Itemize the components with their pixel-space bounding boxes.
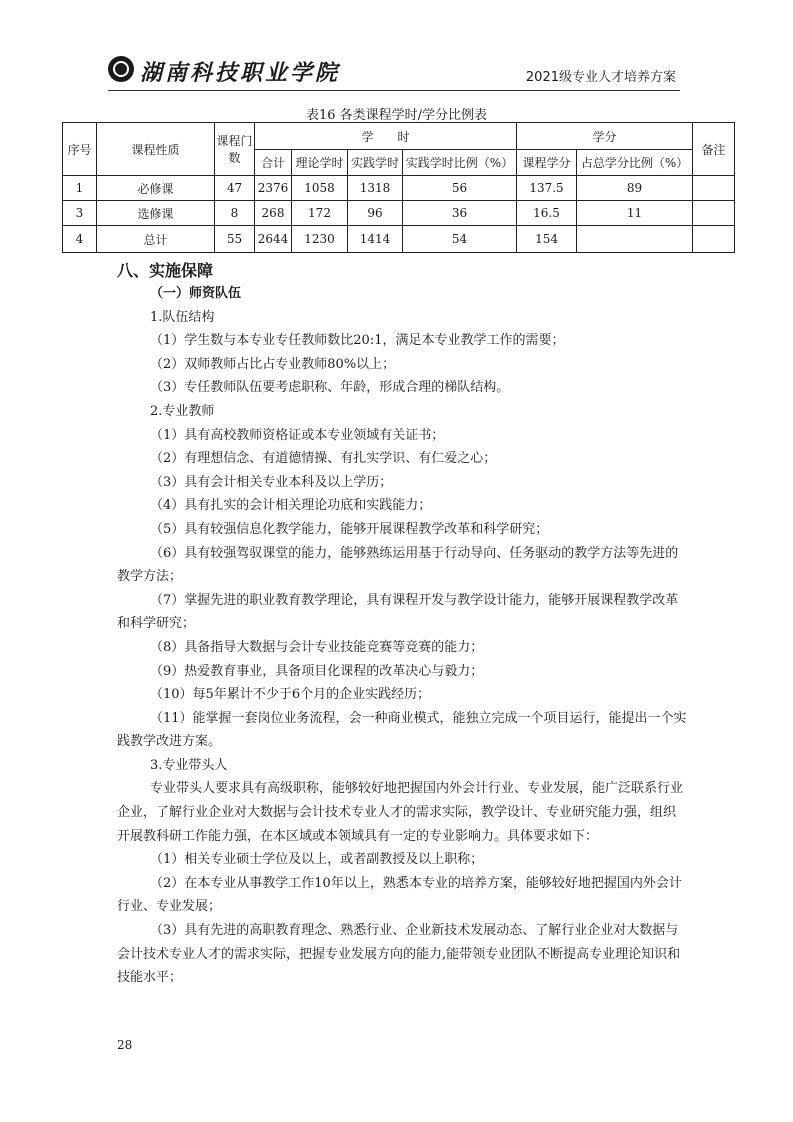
cell-total: 268 [255, 201, 292, 226]
cell-total: 2376 [255, 176, 292, 201]
list-item: （10）每5年累计不少于6个月的企业实践经历； [150, 687, 431, 703]
list-item: （8）具备指导大数据与会计专业技能竞赛等竞赛的能力； [150, 639, 484, 655]
cell-total: 2644 [255, 226, 292, 253]
cell-credits: 16.5 [517, 201, 577, 226]
table-caption: 表16 各类课程学时/学分比例表 [305, 108, 488, 123]
table-row [63, 201, 735, 226]
table-row [63, 176, 735, 201]
cell-ratio: 36 [403, 201, 517, 226]
list-item: （7）掌握先进的职业教育教学理论，具有课程开发与教学设计能力，能够开展课程教学改革和科学研究； [117, 592, 679, 632]
list-item: （9）热爱教育事业，具备项目化课程的改革决心与毅力； [150, 663, 484, 679]
cell-count: 55 [215, 226, 255, 253]
cell-practice: 96 [348, 201, 403, 226]
cell-credit-ratio: 89 [577, 176, 693, 201]
cell-theory: 1230 [292, 226, 348, 253]
header-practice-ratio: 实践学时比例（%） [403, 150, 517, 176]
cell-theory: 172 [292, 201, 348, 226]
header-remark: 备注 [693, 123, 735, 176]
cell-practice: 1414 [348, 226, 403, 253]
header-course-count: 课程门数 [215, 123, 255, 176]
document-title: 2021级专业人才培养方案 [525, 70, 676, 85]
header-total: 合计 [255, 150, 292, 176]
list-item: （5）具有较强信息化教学能力，能够开展课程教学改革和科学研究； [150, 521, 549, 537]
cell-credit-ratio [577, 226, 693, 253]
subsection-title: （一）师资队伍 [150, 286, 242, 301]
page-number: 28 [117, 1038, 133, 1052]
school-logo-icon [108, 56, 134, 82]
list-item: （1）具有高校教师资格证或本专业领域有关证书； [150, 427, 445, 443]
cell-index: 1 [63, 176, 97, 201]
list-item: （1）学生数与本专业专任教师数比20:1，满足本专业教学工作的需要； [150, 333, 565, 349]
cell-remark [693, 201, 735, 226]
list-item: （4）具有扎实的会计相关理论功底和实践能力； [150, 498, 432, 514]
cell-type: 总计 [97, 226, 215, 253]
main-content [117, 260, 687, 990]
list-item: （3）具有会计相关专业本科及以上学历； [150, 474, 393, 490]
cell-type: 必修课 [97, 176, 215, 201]
cell-ratio: 54 [403, 226, 517, 253]
heading-program-leader: 3.专业带头人 [150, 757, 228, 773]
cell-remark [693, 176, 735, 201]
school-name: 湖南科技职业学院 [140, 60, 341, 86]
paragraph: 专业带头人要求具有高级职称，能够较好地把握国内外会计行业、专业发展，能广泛联系行业企业，了解行业企业对大数据与会计技术专业人才的需求实际，教学设计、专业研究能力强，组织开展教科研工作能力强，在本区域或本领域具有一定的专业影响力。具体要求如下： [117, 781, 684, 844]
cell-theory: 1058 [292, 176, 348, 201]
cell-practice: 1318 [348, 176, 403, 201]
header-hours-group: 学 时 [255, 123, 517, 150]
cell-type: 选修课 [97, 201, 215, 226]
section-title: 八、实施保障 [117, 261, 214, 280]
header-course-credits: 课程学分 [517, 150, 577, 176]
header-course-type: 课程性质 [97, 123, 215, 176]
table-row [63, 226, 735, 253]
list-item: （11）能掌握一套岗位业务流程，会一种商业模式，能独立完成一个项目运行，能提出一个实践教学改进方案。 [117, 710, 687, 750]
header-credit-ratio: 占总学分比例（%） [577, 150, 693, 176]
header-index: 序号 [63, 123, 97, 176]
list-item: （1）相关专业硕士学位及以上，或者副教授及以上职称； [150, 852, 484, 868]
cell-index: 4 [63, 226, 97, 253]
list-item: （2）有理想信念、有道德情操、有扎实学识、有仁爱之心； [150, 451, 497, 467]
list-item: （2）双师教师占比占专业教师80%以上； [150, 356, 396, 372]
cell-credits: 154 [517, 226, 577, 253]
cell-credits: 137.5 [517, 176, 577, 201]
header-practice-hours: 实践学时 [348, 150, 403, 176]
list-item: （2）在本专业从事教学工作10年以上，熟悉本专业的培养方案，能够较好地把握国内外会计行业、专业发展； [117, 875, 682, 915]
header-credits-group: 学分 [517, 123, 693, 150]
list-item: （3）专任教师队伍要考虑职称、年龄，形成合理的梯队结构。 [150, 380, 510, 396]
hours-credits-table [62, 122, 735, 253]
list-item: （6）具有较强驾驭课堂的能力，能够熟练运用基于行动导向、任务驱动的教学方法等先进的教学方法； [117, 545, 679, 585]
header-theory-hours: 理论学时 [292, 150, 348, 176]
cell-index: 3 [63, 201, 97, 226]
cell-credit-ratio: 11 [577, 201, 693, 226]
cell-count: 47 [215, 176, 255, 201]
cell-remark [693, 226, 735, 253]
cell-ratio: 56 [403, 176, 517, 201]
cell-count: 8 [215, 201, 255, 226]
page-header [108, 56, 680, 91]
list-item: （3）具有先进的高职教育理念、熟悉行业、企业新技术发展动态、了解行业企业对大数据与会计技术专业人才的需求实际，把握专业发展方向的能力,能带领专业团队不断提高专业理论知识和技能水平； [117, 923, 681, 986]
heading-team-structure: 1.队伍结构 [150, 309, 215, 325]
heading-professional-teachers: 2.专业教师 [150, 403, 215, 419]
